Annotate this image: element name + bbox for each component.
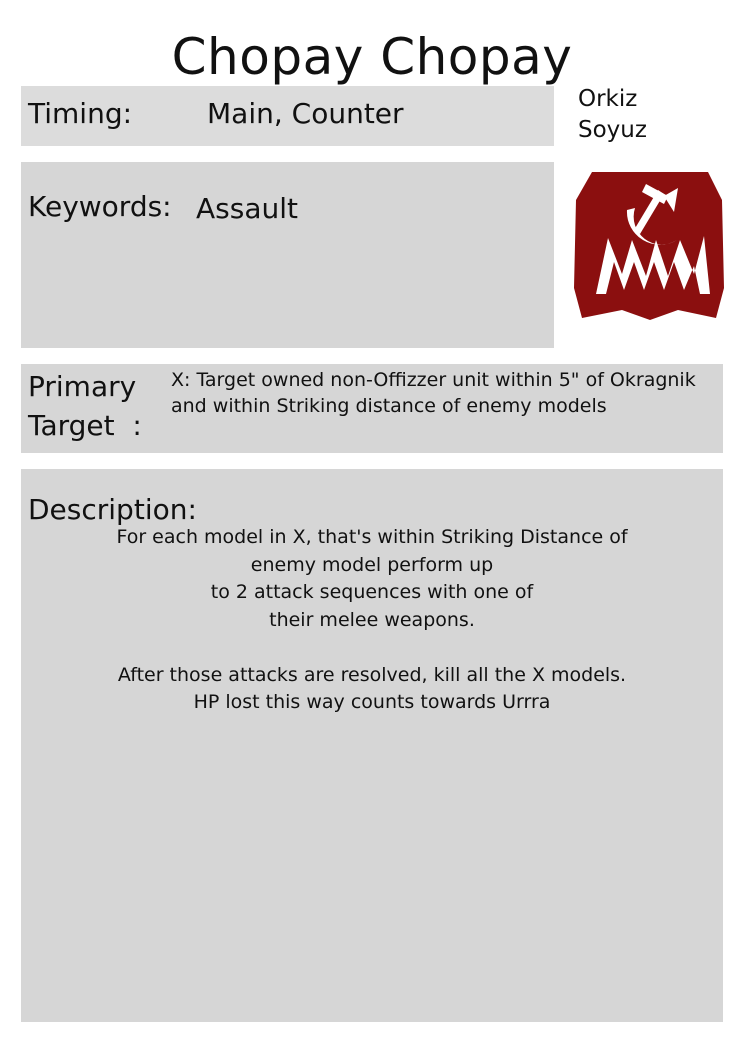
- description-line: For each model in X, that's within Striking Distance of: [116, 526, 628, 548]
- primary-target-label-line-2: Target :: [28, 409, 142, 442]
- primary-target-label-line-1: Primary: [28, 370, 137, 403]
- keywords-value: Assault: [196, 192, 298, 225]
- description-text: [21, 524, 723, 717]
- keywords-label: Keywords:: [28, 190, 172, 223]
- primary-target-line-1: X: Target owned non-Offizzer unit within 5" of Okragnik: [171, 369, 696, 391]
- card-title: Chopay Chopay: [171, 28, 573, 86]
- description-line: to 2 attack sequences with one of: [210, 581, 534, 603]
- description-line: enemy model perform up: [250, 553, 494, 576]
- description-line: After those attacks are resolved, kill all the X models.: [117, 663, 627, 686]
- description-line: their melee weapons.: [269, 608, 475, 631]
- description-line: HP lost this way counts towards Urrra: [193, 691, 551, 713]
- timing-label: Timing:: [28, 97, 133, 130]
- faction-name: [578, 84, 647, 146]
- faction-line-1: Orkiz: [578, 86, 638, 112]
- primary-target-text: [171, 367, 726, 419]
- faction-line-2: Soyuz: [578, 117, 647, 143]
- hammer-and-sickle-shield-icon: [570, 170, 730, 325]
- primary-target-line-2: and within Striking distance of enemy models: [171, 395, 607, 417]
- timing-value: Main, Counter: [207, 97, 404, 130]
- description-label: Description:: [28, 493, 197, 526]
- description-spacer: [21, 634, 723, 662]
